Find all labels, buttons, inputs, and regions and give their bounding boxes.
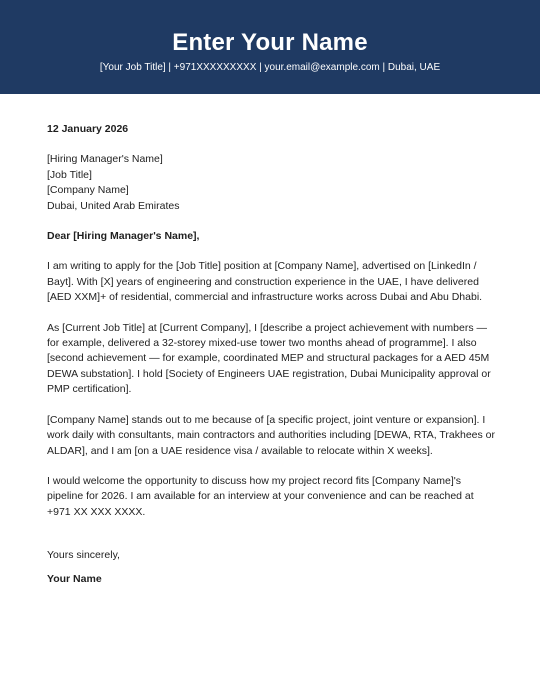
- paragraph-experience: As [Current Job Title] at [Current Company], I [describe a project achievement with numbers — for example, delivered a 32-storey mixed-use tower two months ahead of programme]. I also [second achievement — for example, coordinated MEP and structural packages for a AED 45M DEWA substation]. I hold [Society of Engineers UAE registration, Dubai Municipality approval or PMP certification].: [47, 321, 491, 396]
- contact-line: [Your Job Title] | +971XXXXXXXXX | your.email@example.com | Dubai, UAE: [99, 62, 441, 73]
- applicant-name: Enter Your Name: [172, 29, 368, 56]
- closing-phrase: Yours sincerely,: [47, 549, 120, 562]
- signature-name: Your Name: [47, 572, 102, 585]
- letter-body: [47, 122, 495, 587]
- paragraph-intro: I am writing to apply for the [Job Title] position at [Company Name], advertised on [LinkedIn / Bayt]. With [X] years of engineering and construction experience in the UAE, I have delivered [AED XXM]+ of residential, commercial and infrastructure works across Dubai and Abu Dhabi.: [47, 260, 483, 304]
- letter-date: 12 January 2026: [47, 123, 129, 135]
- recipient-title: [Job Title]: [47, 168, 92, 181]
- recipient-company: [Company Name]: [47, 184, 129, 197]
- recipient-location: Dubai, United Arab Emirates: [47, 199, 180, 212]
- paragraph-motivation: [Company Name] stands out to me because of [a specific project, joint venture or expansion]. I work daily with consultants, main contractors and authorities including [DEWA, RTA, Trakhees or ALDAR], and I am [on a UAE residence visa / available to relocate within X weeks].: [47, 413, 495, 457]
- salutation: Dear [Hiring Manager's Name],: [47, 230, 200, 243]
- letter-header: [0, 0, 540, 94]
- recipient-name: [Hiring Manager's Name]: [47, 153, 163, 166]
- recipient-block: [47, 152, 495, 214]
- paragraph-closing: I would welcome the opportunity to discuss how my project record fits [Company Name]'s pipeline for 2026. I am available for an interview at your convenience and can be reached at +971 XX XXX XXXX.: [47, 474, 474, 518]
